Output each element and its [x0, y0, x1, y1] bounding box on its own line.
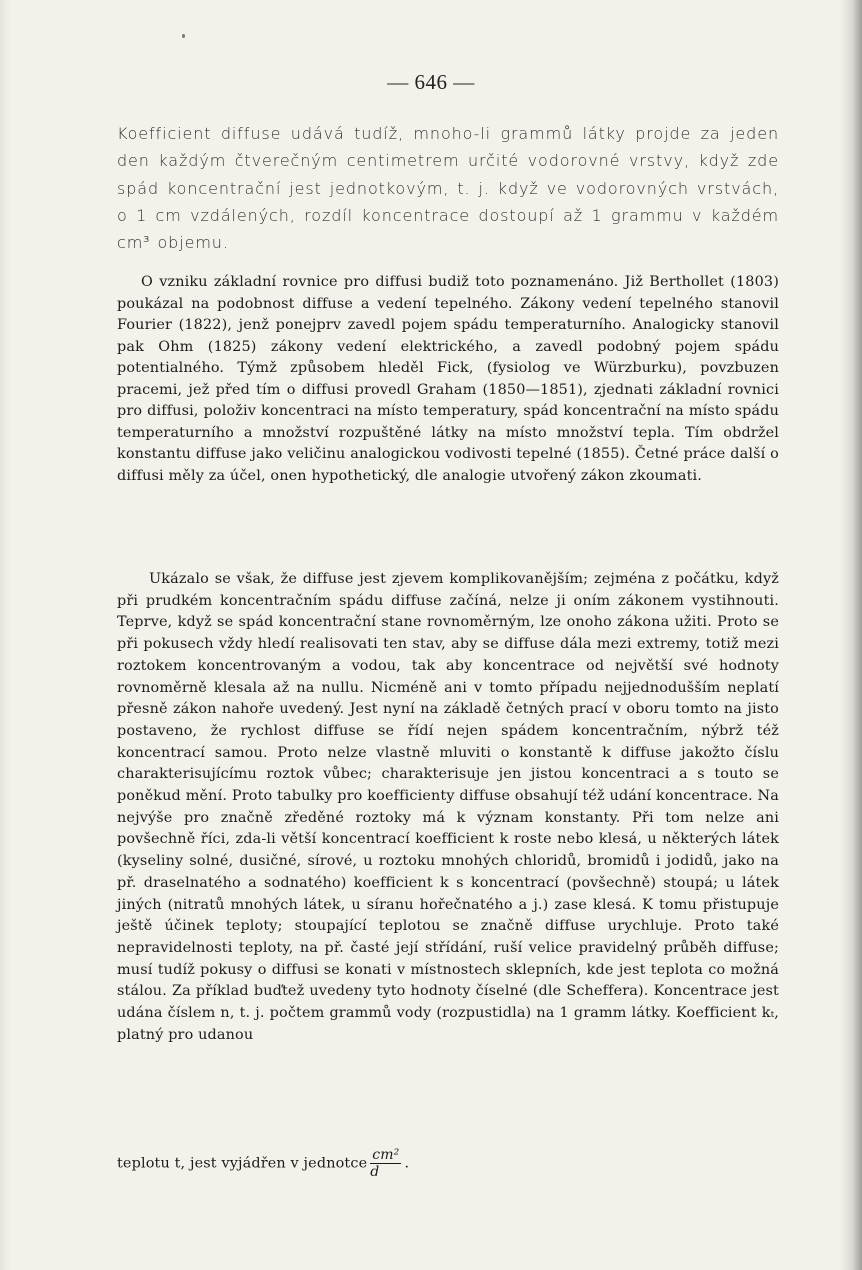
- page-binding-shadow: [0, 0, 10, 1270]
- paragraph-complications: Ukázalo se však, že diffuse jest zjevem komplikovanějším; zejména z počátku, když při prudkém koncentračním spádu diffuse začíná, nelze ji oním zákonem vystihnouti. Teprve, když se spád koncentrační stane rovnoměrným, lze onoho zákona užiti. Proto se při pokusech vždy hledí realisovati ten stav, aby se diffuse dála mezi extremy, totiž mezi roztokem koncentrovaným a vodou, tak aby koncentrace od největší své hodnoty rovnoměrně klesala až na nullu. Nicméně ani v tomto případu nejjednodušším neplatí přesně zákon nahoře uvedený. Jest nyní na základě četných prací v oboru tomto na jisto postaveno, že rychlost diffuse se řídí nejen spádem koncentračním, nýbrž též koncentrací samou. Proto nelze vlastně mluviti o konstantě k diffuse jakožto číslu charakterisujícímu roztok vůbec; charakterisuje jen jistou koncentraci a s touto se poněkud mění. Proto tabulky pro koefficienty diffuse obsahují též udání koncentrace. Na nejvýše pro značně zředěné roztoky má k význam konstanty. Při tom nelze ani povšechně říci, zda-li větší koncentrací koefficient k roste nebo klesá, u některých látek (kyseliny solné, dusičné, sírové, u roztoku mnohých chloridů, bromidů i jodidů, jako na př. draselnatého a sodnatého) koefficient k s koncentrací (povšechně) stoupá; u látek jiných (nitratů mnohých látek, u síranu hořečnatého a j.) zase klesá. K tomu přistupuje ještě účinek teploty; stoupající teplotou se značně diffuse urychluje. Proto také nepravidelnosti teploty, na př. časté její střídání, ruší velice pravidelný průběh diffuse; musí tudíž pokusy o diffusi se konati v místnostech sklepních, kde jest teplota co možná stálou. Za příklad buďtež uvedeny tyto hodnoty číselné (dle Scheffera). Koncentrace jest udána číslem n, t. j. počtem grammů vody (rozpustidla) na 1 gramm látky. Koefficient kₜ, platný pro udanou: [117, 571, 779, 1043]
- ink-spot: [182, 34, 185, 38]
- unit-sentence: teplotu t, jest vyjádřen v jednotce: [117, 1155, 368, 1172]
- paragraph-history-of-equation: O vzniku základní rovnice pro diffusi budiž toto poznamenáno. Již Berthollet (1803) poukázal na podobnost diffuse a vedení tepelného. Zákony vedení tepelného stanovil Fourier (1822), jenž ponejprv zavedl pojem spádu temperaturního. Analogicky stanovil pak Ohm (1825) zákony vedení elektrického, a zavedl podobný pojem spádu potentialného. Týmž způsobem hleděl Fick, (fysiolog ve Würzburku), povzbuzen pracemi, jež před tím o diffusi provedl Graham (1850—1851), zjednati základní rovnici pro diffusi, položiv koncentraci na místo temperatury, spád koncentrační na místo spádu temperaturního a množství rozpuštěné látky na místo množství tepla. Tím obdržel konstantu diffuse jako veličinu analogickou vodivosti tepelné (1855). Četné práce další o diffusi měly za účel, onen hypothetický, dle analogie utvořený zákon zkoumati.: [117, 274, 779, 484]
- fraction-numerator: cm²: [372, 1147, 400, 1163]
- paragraph-unit-expression: [117, 1147, 779, 1180]
- fraction-denominator: d: [370, 1164, 380, 1180]
- page-number: — 646 —: [387, 70, 475, 94]
- unit-fraction: [370, 1147, 401, 1180]
- sentence-end-period: .: [404, 1155, 410, 1172]
- paragraph-diffusion-coefficient: Koefficient diffuse udává tudíž, mnoho-li grammů látky projde za jeden den každým čtverečným centimetrem určité vodorovné vrstvy, když zde spád koncentrační jest jednotkovým, t. j. když ve vodorovných vrstvách, o 1 cm vzdálených, rozdíl koncentrace dostoupí až 1 grammu v každém cm³ objemu.: [117, 124, 779, 253]
- page-edge-shadow: [840, 0, 862, 1270]
